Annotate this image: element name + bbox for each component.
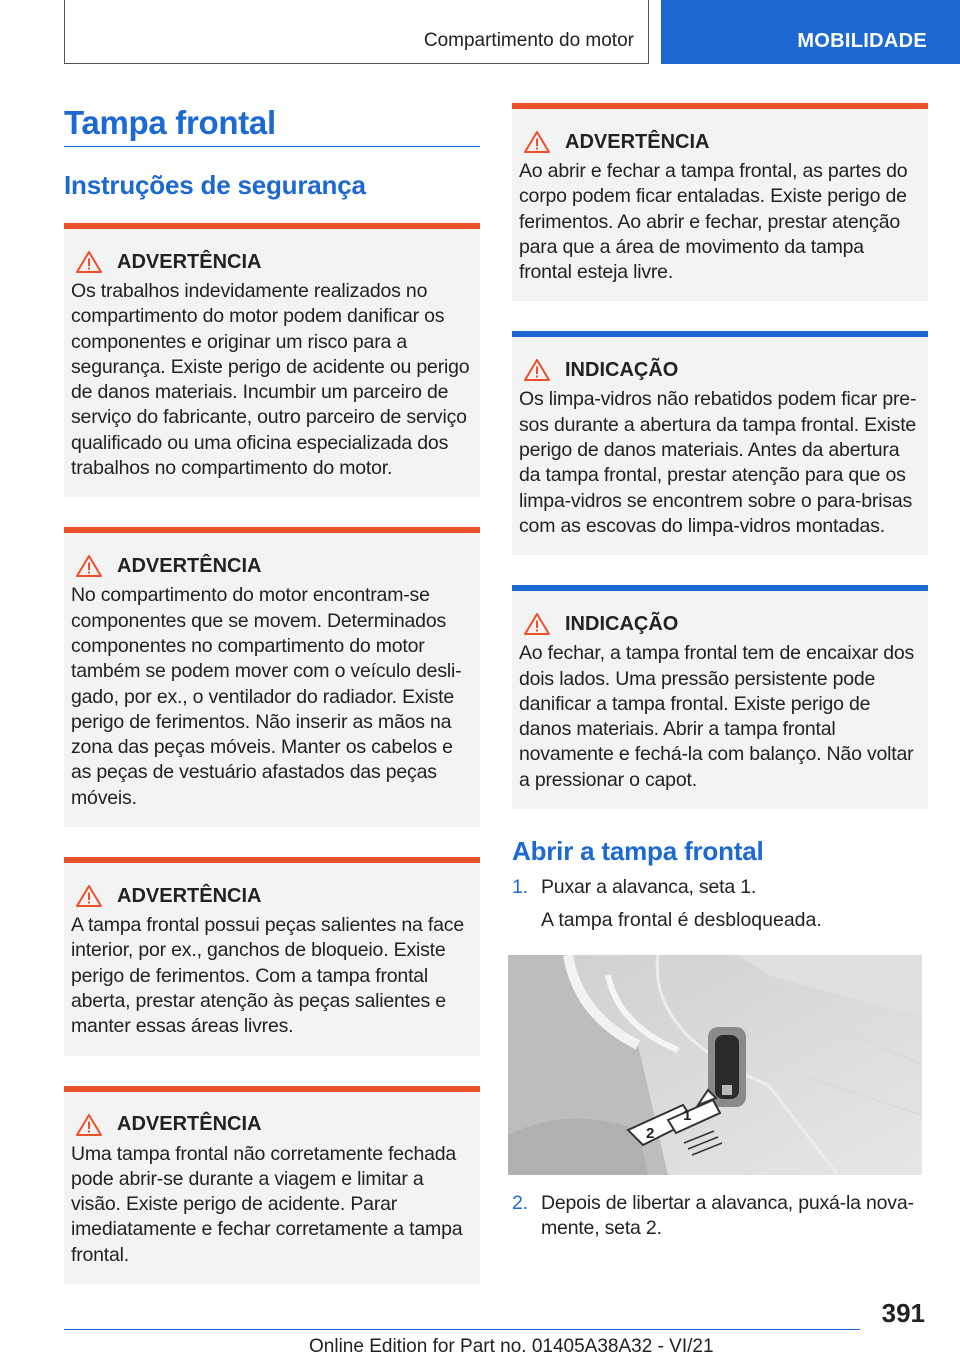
page-title: Tampa frontal [64,100,480,147]
left-column [64,100,480,1314]
notice-label: INDICAÇÃO [565,612,679,635]
list-item [512,1191,928,1241]
warning-triangle-icon [71,250,117,274]
chapter-tab[interactable] [661,0,960,64]
step-number: 2. [512,1192,528,1215]
warning-text: Ao abrir e fechar a tampa frontal, as partes do corpo podem ficar entaladas. Existe perigo de ferimentos. Ao abrir e fechar, prestar atenção para que a área de movimento da tampa frontal esteja livre. [519,160,908,284]
page-number: 391 [881,1298,925,1328]
section-title: Compartimento do motor [423,30,634,51]
step-text: Depois de libertar a alavanca, puxá-la novamente, seta 2. [541,1192,914,1240]
warning-label: ADVERTÊNCIA [565,130,710,153]
warning-box [64,1086,480,1284]
warning-box [512,103,928,301]
section-header [64,0,649,64]
warning-text: A tampa frontal possui peças salientes na face interior, por ex., ganchos de bloqueio. Existe perigo de ferimentos. Com a tampa frontal aberta, prestar atenção às peças salientes e manter essas áreas livres. [71,914,464,1038]
warning-text: Os trabalhos indevidamente realizados no compartimento do motor podem danificar os componentes e originar um risco para a segurança. Existe perigo de acidente ou perigo de danos materiais. Incumbir um parceiro de serviço do fabricante, outro parceiro de serviço qualificado ou uma oficina especializada dos trabalhos no compartimento do motor. [71,280,470,480]
warning-label: ADVERTÊNCIA [117,554,262,577]
notice-text: Ao fechar, a tampa frontal tem de encaixar dos dois lados. Uma pressão persistente pode danificar a tampa frontal. Existe perigo de danos materiais. Abrir a tampa frontal novamente e fechá-la com balanço. Não voltar a pressionar o capot. [519,642,915,791]
step-number: 1. [512,876,528,899]
notice-box [512,331,928,555]
warning-box [64,527,480,827]
open-hood-heading: Abrir a tampa frontal [512,836,764,867]
warning-label: ADVERTÊNCIA [117,250,262,273]
list-item [512,875,928,900]
steps-list [512,875,928,1241]
right-column [512,100,928,1241]
step-result: A tampa frontal é desbloqueada. [541,909,822,932]
footer-edition: Online Edition for Part no. 01405A38A32 - VI/21 [309,1336,714,1357]
notice-text: Os limpa-vidros não rebatidos podem ficar presos durante a abertura da tampa frontal. Existe perigo de danos materiais. Antes da abertura da tampa frontal, prestar atenção para que os limpa-vidros se encontrem sobre o para-brisas com as escovas do limpa-vidros montadas. [519,388,917,537]
notice-label: INDICAÇÃO [565,358,679,381]
chapter-title: MOBILIDADE [797,30,927,52]
footer-divider [64,1329,860,1330]
warning-box [64,857,480,1055]
warning-label: ADVERTÊNCIA [117,884,262,907]
notice-box [512,585,928,809]
warning-label: ADVERTÊNCIA [117,1113,262,1136]
warning-text: Uma tampa frontal não corretamente fechada pode abrir-se durante a viagem e limitar a visão. Existe perigo de acidente. Parar imediatamente e fechar corretamente a tampa frontal. [71,1142,463,1266]
warning-text: No compartimento do motor encontram-se componentes que se movem. Determinados componentes no compartimento do motor também se podem mover com o veículo desligado, por ex., o ventilador do radiador. Existe perigo de ferimentos. Não inserir as mãos na zona das peças móveis. Manter os cabelos e as peças de vestuário afastados das peças móveis. [71,584,462,809]
step-text: Puxar a alavanca, seta 1. [541,876,757,899]
warning-triangle-icon [71,884,117,908]
warning-triangle-icon [519,358,565,382]
warning-box [64,223,480,497]
warning-triangle-icon [519,612,565,636]
arrow-label-2: 2 [646,1125,655,1143]
safety-heading: Instruções de segurança [64,170,366,200]
arrow-label-1: 1 [683,1107,692,1125]
warning-triangle-icon [519,130,565,154]
hood-release-lever-image [508,955,922,1175]
warning-triangle-icon [71,554,117,578]
warning-triangle-icon [71,1113,117,1137]
